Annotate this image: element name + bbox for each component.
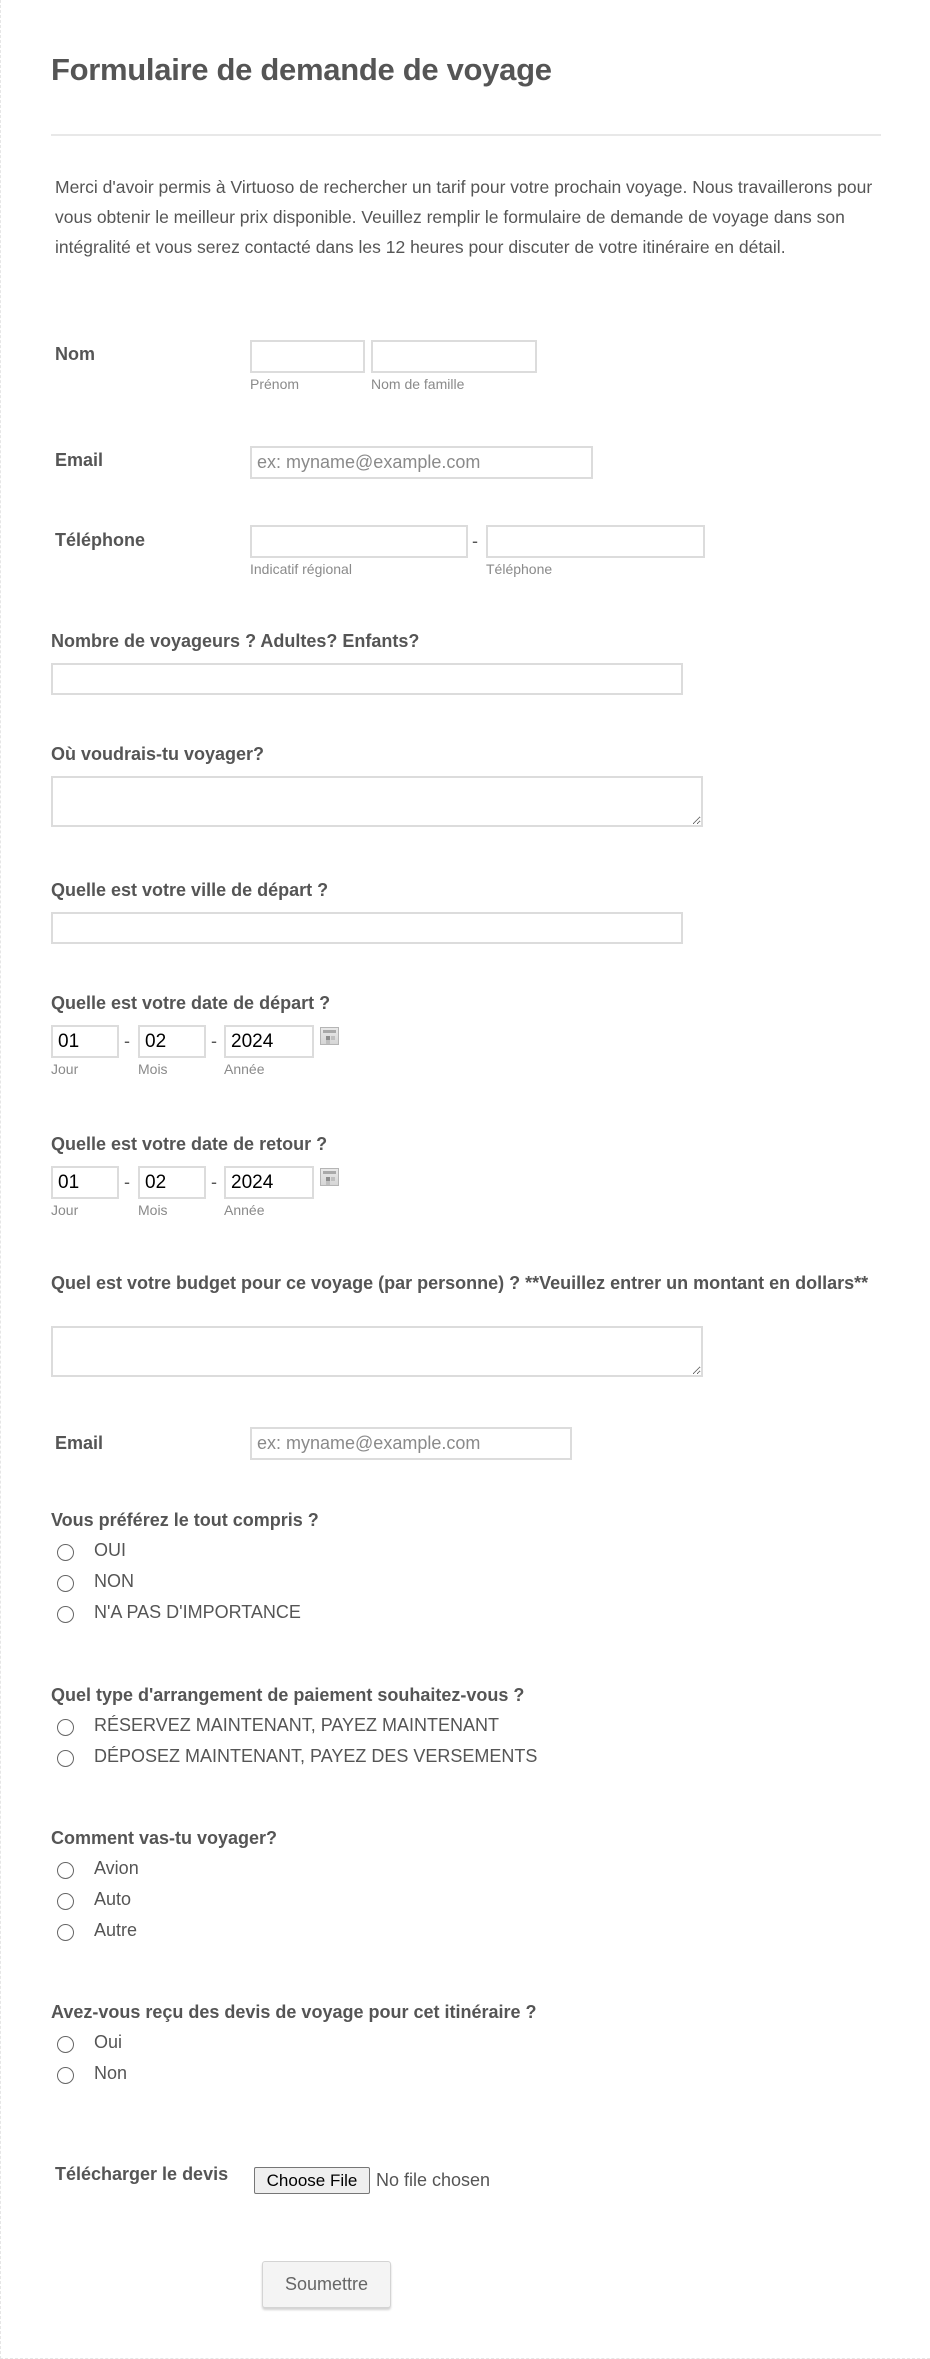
departure-city-input[interactable] bbox=[51, 912, 683, 944]
travelers-input[interactable] bbox=[51, 663, 683, 695]
radio-button[interactable] bbox=[57, 1606, 74, 1623]
departure-day-input[interactable] bbox=[51, 1025, 119, 1058]
return-date-separator: - bbox=[124, 1172, 130, 1192]
option-label: RÉSERVEZ MAINTENANT, PAYEZ MAINTENANT bbox=[94, 1715, 500, 1735]
calendar-icon[interactable] bbox=[320, 1168, 339, 1186]
travelers-label: Nombre de voyageurs ? Adultes? Enfants? bbox=[51, 631, 420, 651]
radio-button[interactable] bbox=[57, 2036, 74, 2053]
form-title: Formulaire de demande de voyage bbox=[51, 52, 552, 87]
return-month-input[interactable] bbox=[138, 1166, 206, 1199]
departure-city-label: Quelle est votre ville de départ ? bbox=[51, 880, 329, 900]
quotes-received-label: Avez-vous reçu des devis de voyage pour cet itinéraire ? bbox=[51, 2002, 537, 2022]
option-label: DÉPOSEZ MAINTENANT, PAYEZ DES VERSEMENTS bbox=[94, 1746, 538, 1766]
upload-label: Télécharger le devis bbox=[55, 2164, 229, 2184]
email-label: Email bbox=[55, 450, 104, 470]
departure-year-sublabel: Année bbox=[224, 1061, 265, 1077]
radio-button[interactable] bbox=[57, 1719, 74, 1736]
transport-label: Comment vas-tu voyager? bbox=[51, 1828, 278, 1848]
payment-label: Quel type d'arrangement de paiement souhaitez-vous ? bbox=[51, 1685, 525, 1705]
form-intro-text: Merci d'avoir permis à Virtuoso de rechercher un tarif pour votre prochain voyage. Nous travaillerons pour vous obtenir le meilleur prix disponible. Veuillez remplir le formulaire de demande de voyage dans son intégralité et vous serez contacté dans les 12 heures pour discuter de votre itinéraire en détail. bbox=[55, 177, 873, 257]
radio-button[interactable] bbox=[57, 1575, 74, 1592]
budget-label: Quel est votre budget pour ce voyage (par personne) ? **Veuillez entrer un montant en dollars** bbox=[51, 1273, 869, 1293]
phone-label: Téléphone bbox=[55, 530, 146, 550]
radio-button[interactable] bbox=[57, 1862, 74, 1879]
return-day-sublabel: Jour bbox=[51, 1202, 79, 1218]
radio-button[interactable] bbox=[57, 1924, 74, 1941]
email-input[interactable] bbox=[250, 446, 593, 479]
option-label: Auto bbox=[94, 1889, 132, 1909]
return-day-input[interactable] bbox=[51, 1166, 119, 1199]
header-divider bbox=[51, 134, 881, 136]
destination-label: Où voudrais-tu voyager? bbox=[51, 744, 265, 764]
return-date-label: Quelle est votre date de retour ? bbox=[51, 1134, 328, 1154]
option-label: OUI bbox=[94, 1540, 127, 1560]
option-label: Autre bbox=[94, 1920, 138, 1940]
radio-button[interactable] bbox=[57, 1750, 74, 1767]
email2-input[interactable] bbox=[250, 1427, 572, 1460]
quotes-received-option[interactable] bbox=[57, 2032, 122, 2053]
return-date-separator: - bbox=[211, 1172, 217, 1192]
all-inclusive-label: Vous préférez le tout compris ? bbox=[51, 1510, 319, 1530]
email2-label: Email bbox=[55, 1433, 104, 1453]
return-year-input[interactable] bbox=[224, 1166, 314, 1199]
phone-separator: - bbox=[472, 531, 478, 551]
submit-button[interactable]: Soumettre bbox=[262, 2261, 391, 2308]
last-name-input[interactable] bbox=[371, 340, 537, 373]
area-code-input[interactable] bbox=[250, 525, 468, 558]
option-label: Non bbox=[94, 2063, 128, 2083]
radio-button[interactable] bbox=[57, 1544, 74, 1561]
budget-textarea[interactable] bbox=[51, 1326, 703, 1377]
departure-date-label: Quelle est votre date de départ ? bbox=[51, 993, 331, 1013]
transport-option[interactable] bbox=[57, 1889, 131, 1910]
area-code-sublabel: Indicatif régional bbox=[250, 561, 352, 577]
payment-option[interactable] bbox=[57, 1746, 537, 1767]
payment-option[interactable] bbox=[57, 1715, 499, 1736]
all-inclusive-option[interactable] bbox=[57, 1540, 126, 1561]
departure-day-sublabel: Jour bbox=[51, 1061, 79, 1077]
all-inclusive-option[interactable] bbox=[57, 1571, 134, 1592]
return-year-sublabel: Année bbox=[224, 1202, 265, 1218]
departure-date-separator: - bbox=[211, 1031, 217, 1051]
phone-number-sublabel: Téléphone bbox=[486, 561, 553, 577]
all-inclusive-option[interactable] bbox=[57, 1602, 301, 1623]
quotes-received-option[interactable] bbox=[57, 2063, 127, 2084]
departure-month-input[interactable] bbox=[138, 1025, 206, 1058]
transport-option[interactable] bbox=[57, 1920, 137, 1941]
calendar-icon[interactable] bbox=[320, 1027, 339, 1045]
last-name-sublabel: Nom de famille bbox=[371, 376, 465, 392]
option-label: Avion bbox=[94, 1858, 139, 1878]
phone-number-input[interactable] bbox=[486, 525, 705, 558]
departure-month-sublabel: Mois bbox=[138, 1061, 168, 1077]
departure-date-separator: - bbox=[124, 1031, 130, 1051]
first-name-input[interactable] bbox=[250, 340, 365, 373]
option-label: N'A PAS D'IMPORTANCE bbox=[94, 1602, 301, 1622]
file-status-text: No file chosen bbox=[376, 2170, 491, 2190]
option-label: NON bbox=[94, 1571, 134, 1591]
option-label: Oui bbox=[94, 2032, 123, 2052]
radio-button[interactable] bbox=[57, 1893, 74, 1910]
destination-textarea[interactable] bbox=[51, 776, 703, 827]
radio-button[interactable] bbox=[57, 2067, 74, 2084]
transport-option[interactable] bbox=[57, 1858, 139, 1879]
choose-file-button[interactable]: Choose File bbox=[254, 2167, 370, 2194]
departure-year-input[interactable] bbox=[224, 1025, 314, 1058]
first-name-sublabel: Prénom bbox=[250, 376, 300, 392]
name-label: Nom bbox=[55, 344, 95, 364]
return-month-sublabel: Mois bbox=[138, 1202, 168, 1218]
